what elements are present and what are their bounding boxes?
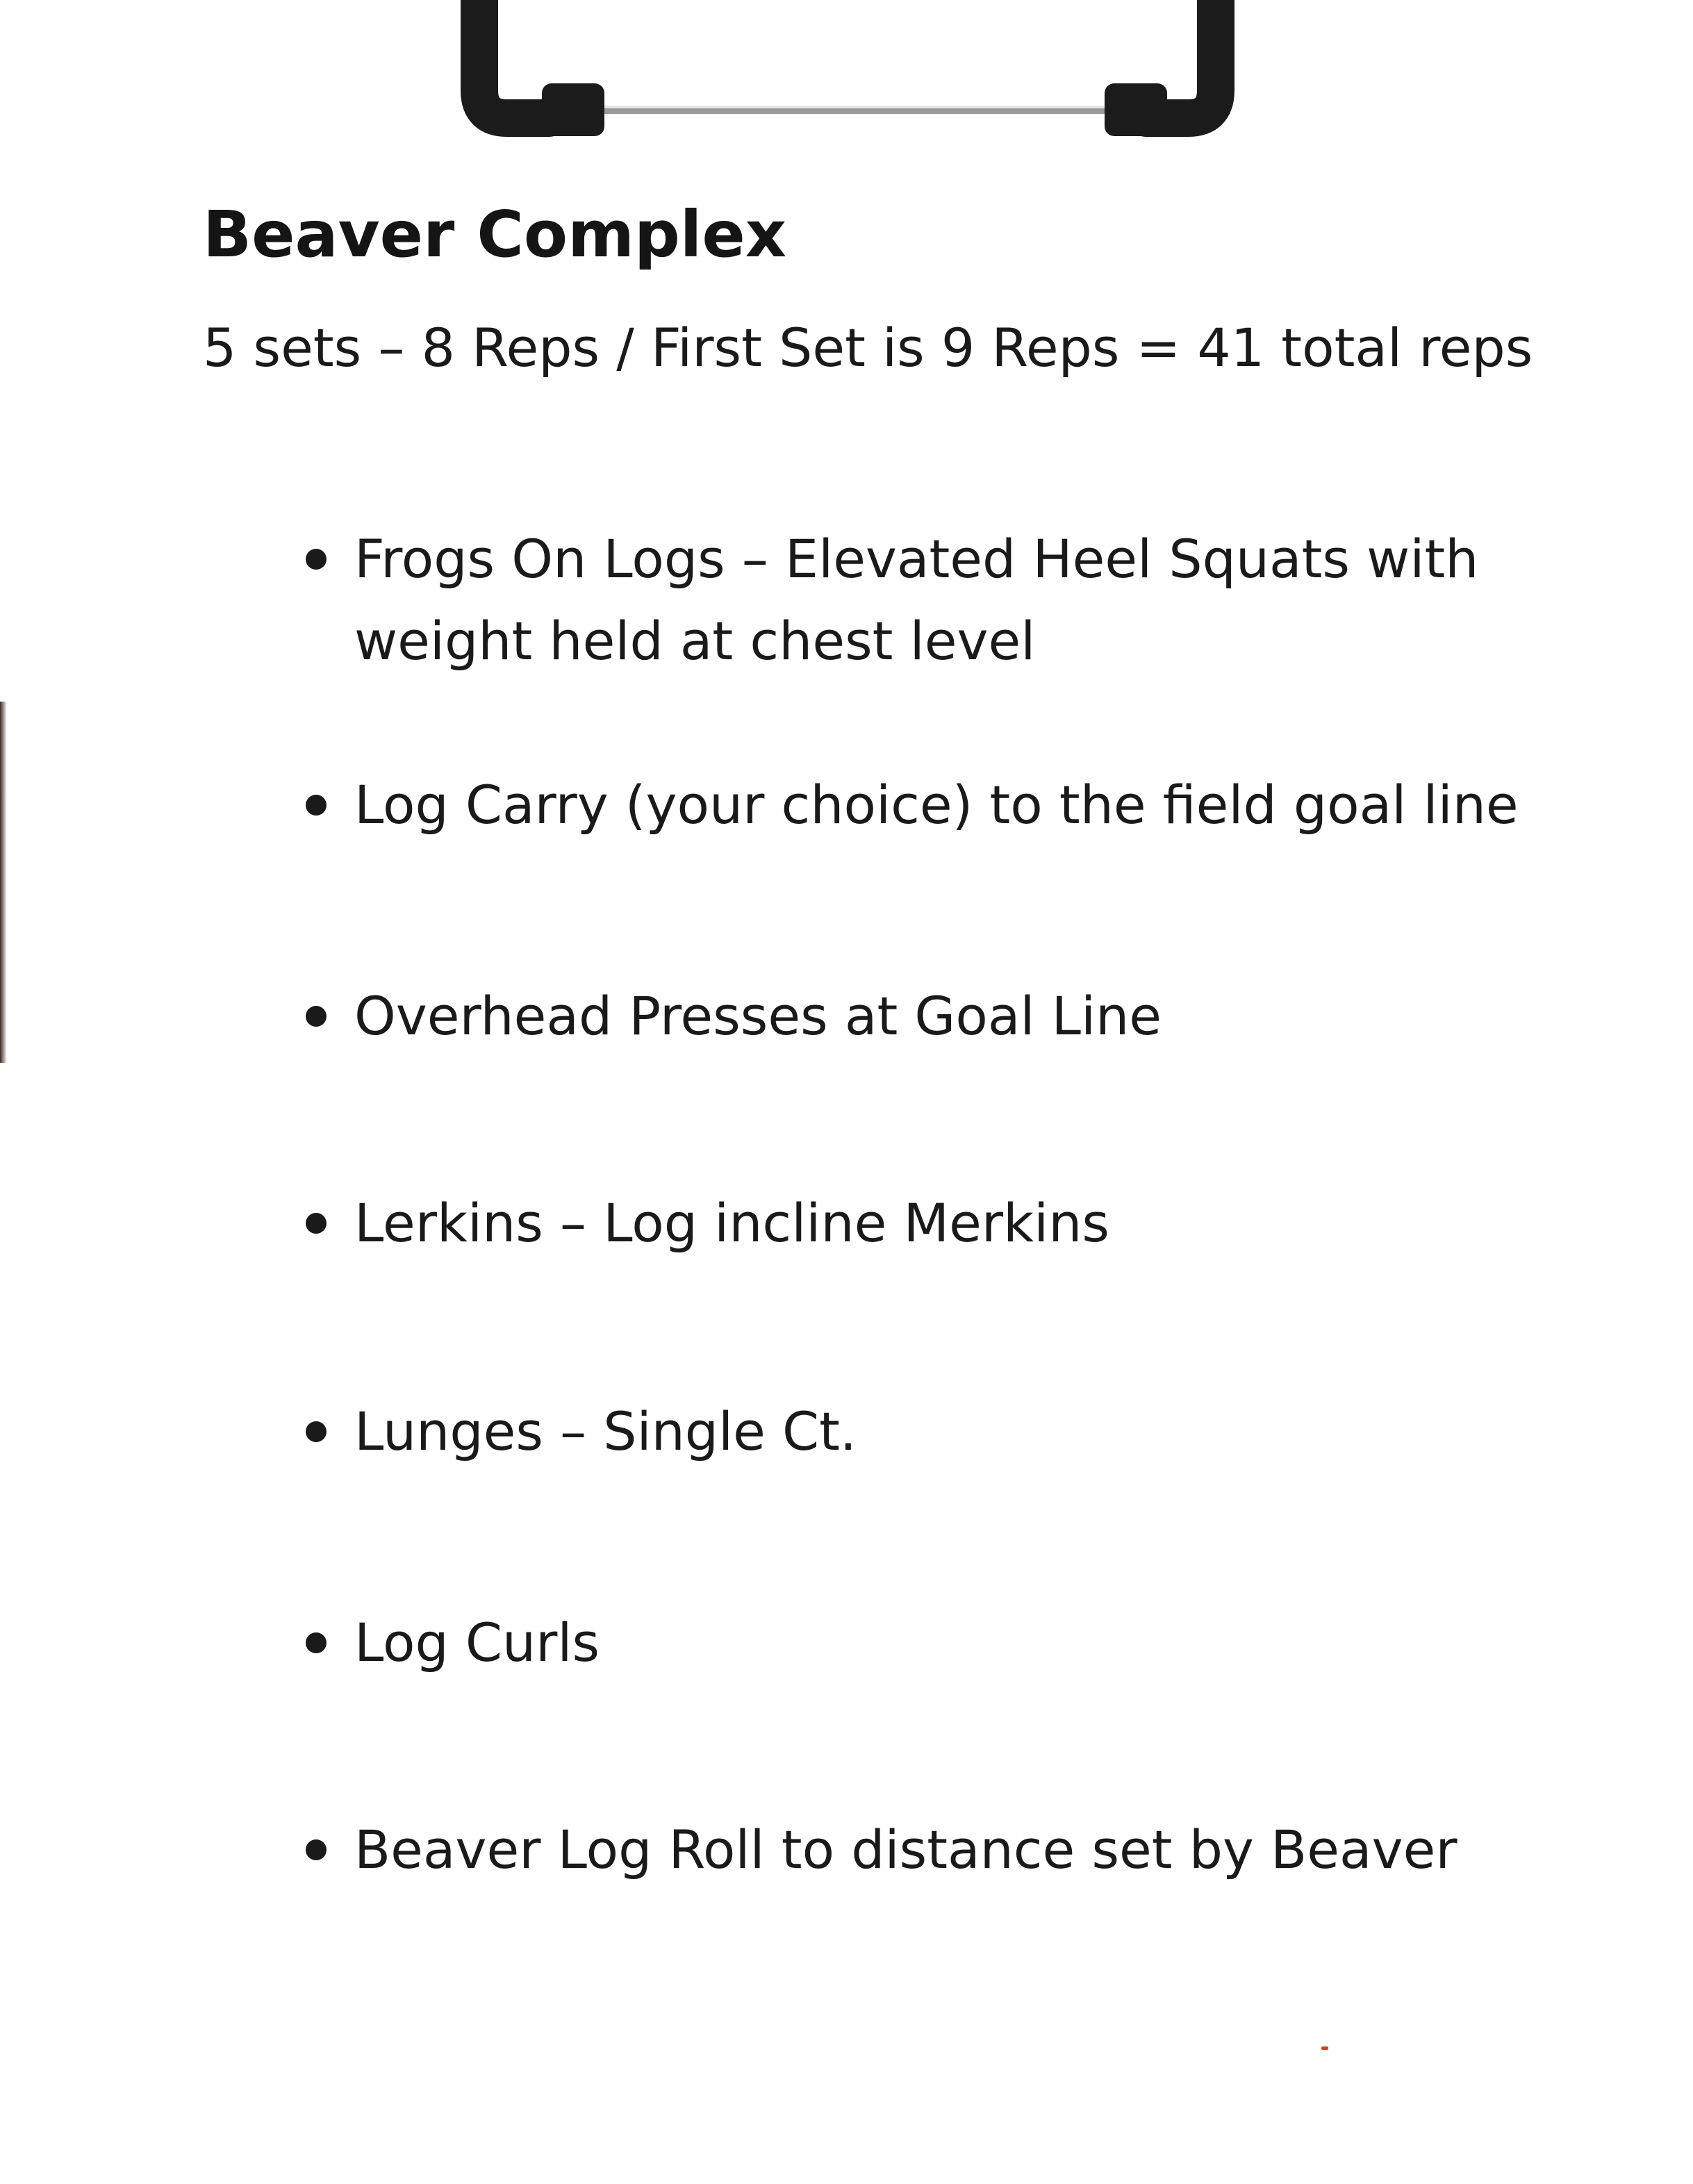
bullet-icon xyxy=(306,795,327,816)
bullet-icon xyxy=(306,549,327,570)
list-item-text: Frogs On Logs – Elevated Heel Squats with weight held at chest level xyxy=(354,528,1479,672)
bullet-icon xyxy=(306,1632,327,1653)
clipboard-clip xyxy=(459,0,1244,146)
list-item-text: Lunges – Single Ct. xyxy=(354,1400,857,1462)
ink-speck xyxy=(1321,2046,1328,2050)
list-item-text: Log Curls xyxy=(354,1612,600,1673)
list-item-text: Overhead Presses at Goal Line xyxy=(354,985,1162,1047)
list-item-text: Log Carry (your choice) to the field goal line xyxy=(354,774,1519,836)
sets-reps-summary: 5 sets – 8 Reps / First Set is 9 Reps = 41 total reps xyxy=(203,317,1533,379)
bullet-icon xyxy=(306,1006,327,1027)
bullet-icon xyxy=(306,1839,327,1860)
page-title: Beaver Complex xyxy=(203,197,787,272)
bullet-icon xyxy=(306,1213,327,1234)
bullet-icon xyxy=(306,1421,327,1442)
list-item-text: Beaver Log Roll to distance set by Beaver xyxy=(354,1819,1457,1880)
list-item-text: Lerkins – Log incline Merkins xyxy=(354,1192,1109,1254)
page-edge-shadow xyxy=(0,702,7,1063)
